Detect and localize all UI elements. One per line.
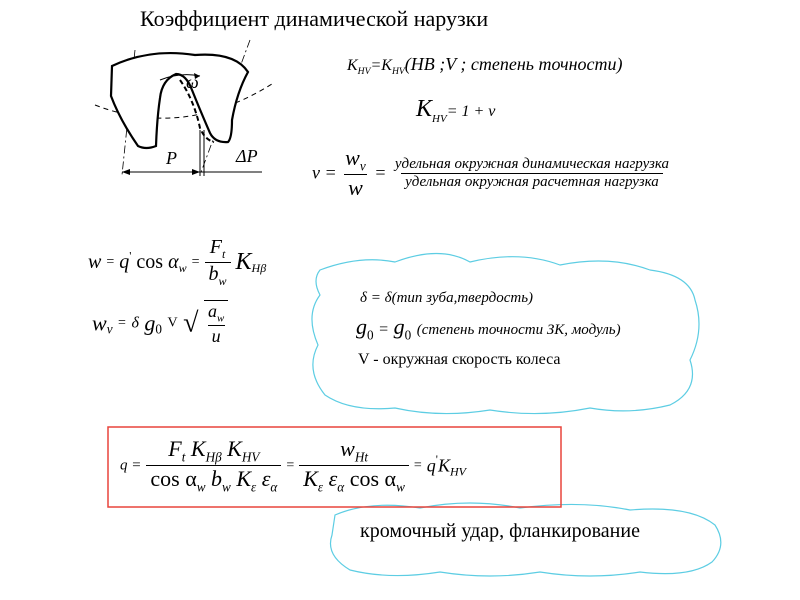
khv-definition: $K_{HV}=K_{HV}(HB$ ;V ; степень точности) — [347, 54, 623, 78]
khv-sum: $K_{HV}= 1 + \nu$ — [416, 96, 496, 125]
wv-formula: $w_\nu = \delta$ $g_0$ V √ $\frac{a_w}{u}$ — [92, 300, 228, 347]
w-formula: w = q' $\cos \alpha_w$ = $\frac{F_t}{b_w}$ $K_{H\beta}$ — [88, 236, 267, 288]
dp-label: ΔP — [236, 146, 258, 166]
bottom-note: кромочный удар, фланкирование — [360, 520, 640, 542]
v-definition: V - окружная скорость колеса — [358, 351, 561, 368]
nu-definition: ν = $\frac{w_\nu}{w}$ = $\frac{\text{удельная окружная динамическая нагрузка}}{\text{удельная окружная расчетная нагрузка}}$ — [312, 145, 670, 201]
g0-definition: $g_0 = g_0$ (степень точности ЗК, модуль) — [356, 314, 621, 343]
page-title: Коэффициент динамической нарузки — [140, 6, 489, 31]
delta-definition: δ = δ(тип зуба,твердость) — [360, 290, 534, 306]
p-label: P — [166, 148, 177, 168]
q-formula: q = $\frac{F_t K_{H\beta} K_{HV}}{\cos \alpha_w b_w K_\varepsilon \varepsilon_\alpha}$ = $\frac{w_{Ht}}{K_\varepsilon \varepsilon_\alpha \cos \alpha_w}$ = $q'K_{HV}$ — [120, 436, 466, 495]
omega-label: ω — [186, 72, 199, 92]
